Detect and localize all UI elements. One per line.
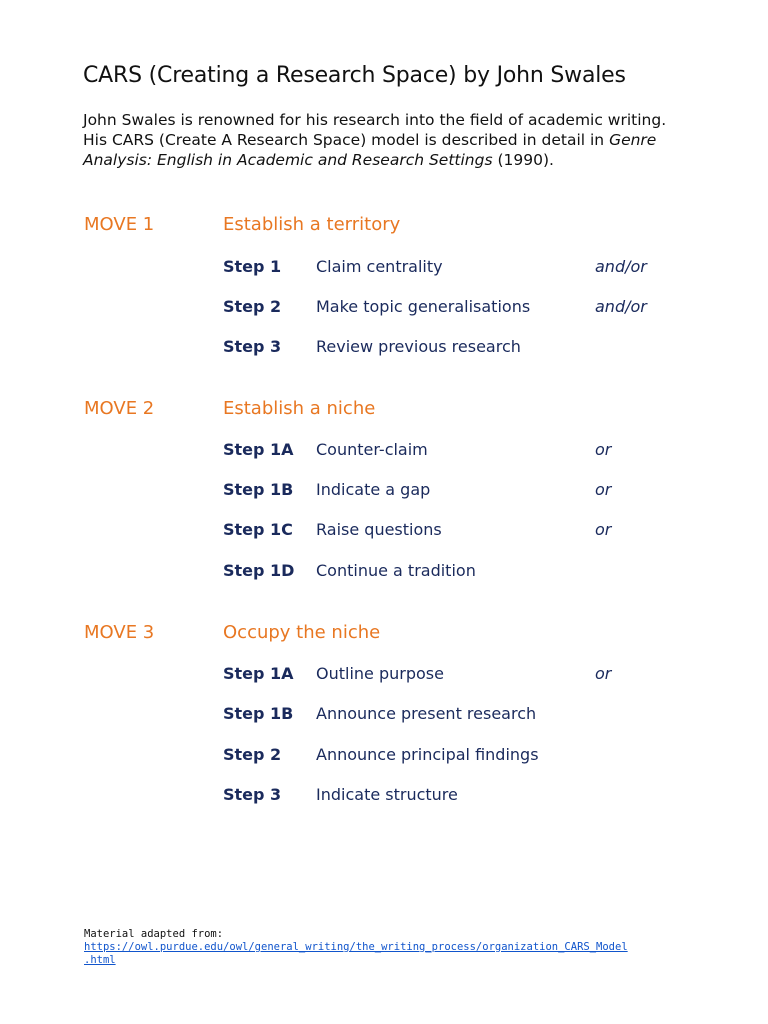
move-2-step-1d-label: Step 1D [223,561,295,580]
source-link-line-1: https://owl.purdue.edu/owl/general_writing/the_writing_process/organization_CARS_Model [84,941,628,953]
page-title: CARS (Creating a Research Space) by John Swales [83,63,626,88]
intro-paragraph [83,110,693,170]
intro-line-1 [83,110,693,130]
move-1-step-1-conjunction: and/or [595,257,647,276]
move-3-step-3-label: Step 3 [223,785,282,804]
move-3-step-3-text: Indicate structure [316,785,458,804]
move-3-step-1b-label: Step 1B [223,704,294,723]
book-title-part2: Analysis: English in Academic and Research Settings [83,151,493,169]
move-3-title: Occupy the niche [223,622,381,643]
move-2-step-1a-text: Counter-claim [316,440,428,459]
author-name: John Swales [83,111,176,129]
move-2-step-1b-conjunction: or [595,480,612,499]
move-3-step-1a-conjunction: or [595,664,612,683]
move-3-step-2-text: Announce principal findings [316,745,539,764]
move-2-step-1d-text: Continue a tradition [316,561,476,580]
move-1-step-1-label: Step 1 [223,257,282,276]
move-2-step-1c-label: Step 1C [223,520,293,539]
move-2-step-1b-label: Step 1B [223,480,294,499]
move-3-step-1a-text: Outline purpose [316,664,444,683]
move-2-step-1c-conjunction: or [595,520,612,539]
move-3-step-1b-text: Announce present research [316,704,537,723]
intro-line-2 [83,130,693,150]
source-link[interactable] [84,941,628,966]
move-3-label: MOVE 3 [84,622,155,643]
source-footnote [84,928,694,967]
intro-line-3 [83,150,693,170]
move-1-step-3-label: Step 3 [223,337,282,356]
source-link-line-2: .html [84,954,116,966]
move-3-step-2-label: Step 2 [223,745,282,764]
move-2-step-1c-text: Raise questions [316,520,442,539]
move-2-step-1b-text: Indicate a gap [316,480,431,499]
move-1-title: Establish a territory [223,214,401,235]
move-2-step-1a-conjunction: or [595,440,612,459]
footnote-label: Material adapted from: [84,928,224,940]
move-1-step-2-label: Step 2 [223,297,282,316]
move-2-title: Establish a niche [223,398,376,419]
publication-year: (1990). [492,151,554,169]
move-3-step-1a-label: Step 1A [223,664,294,683]
move-1-step-3-text: Review previous research [316,337,521,356]
move-2-label: MOVE 2 [84,398,155,419]
move-1-step-2-text: Make topic generalisations [316,297,531,316]
book-title-part1: Genre [609,131,657,149]
move-1-step-2-conjunction: and/or [595,297,647,316]
move-1-label: MOVE 1 [84,214,155,235]
intro-text-1: is renowned for his research into the field of academic writing. [175,111,667,129]
move-2-step-1a-label: Step 1A [223,440,294,459]
intro-text-2: His CARS (Create A Research Space) model is described in detail in [83,131,610,149]
move-1-step-1-text: Claim centrality [316,257,443,276]
